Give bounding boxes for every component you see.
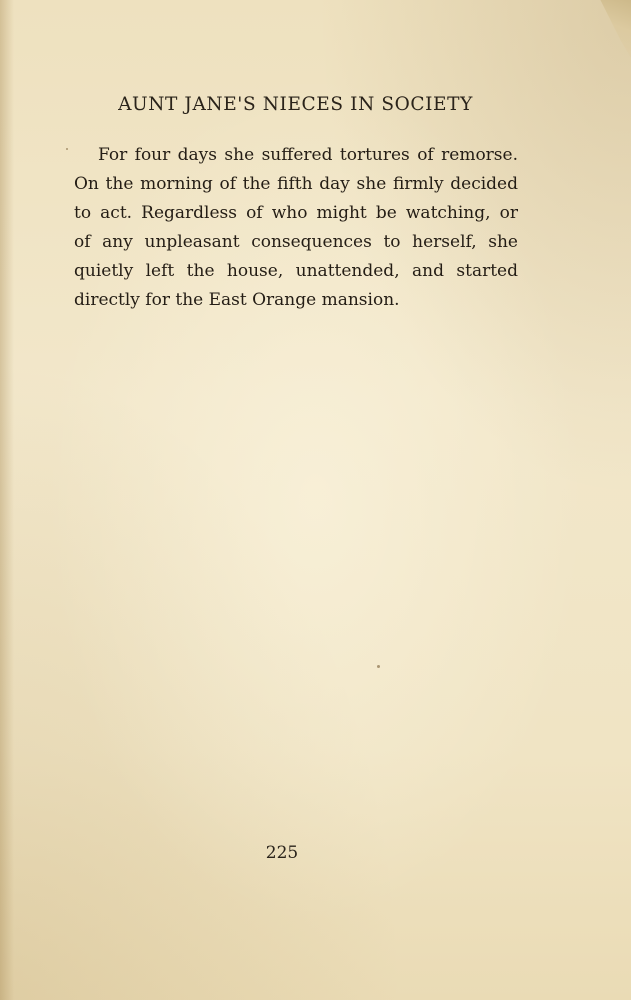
page-number: 225 xyxy=(265,843,299,863)
paper-speck xyxy=(66,148,68,150)
paragraph-line: to act. Regardless of who might be watching, or xyxy=(74,203,518,223)
paper-speck xyxy=(377,665,380,668)
running-head: AUNT JANE'S NIECES IN SOCIETY xyxy=(118,94,473,115)
body-paragraph xyxy=(74,141,518,315)
paragraph-line: of any unpleasant consequences to herself, she xyxy=(74,232,518,252)
paragraph-line: On the morning of the fifth day she firmly decided xyxy=(74,174,518,194)
paragraph-line: directly for the East Orange mansion. xyxy=(74,290,400,310)
paragraph-line: For four days she suffered tortures of remorse. xyxy=(98,145,518,165)
paragraph-line: quietly left the house, unattended, and started xyxy=(74,261,518,281)
torn-corner xyxy=(597,0,631,58)
